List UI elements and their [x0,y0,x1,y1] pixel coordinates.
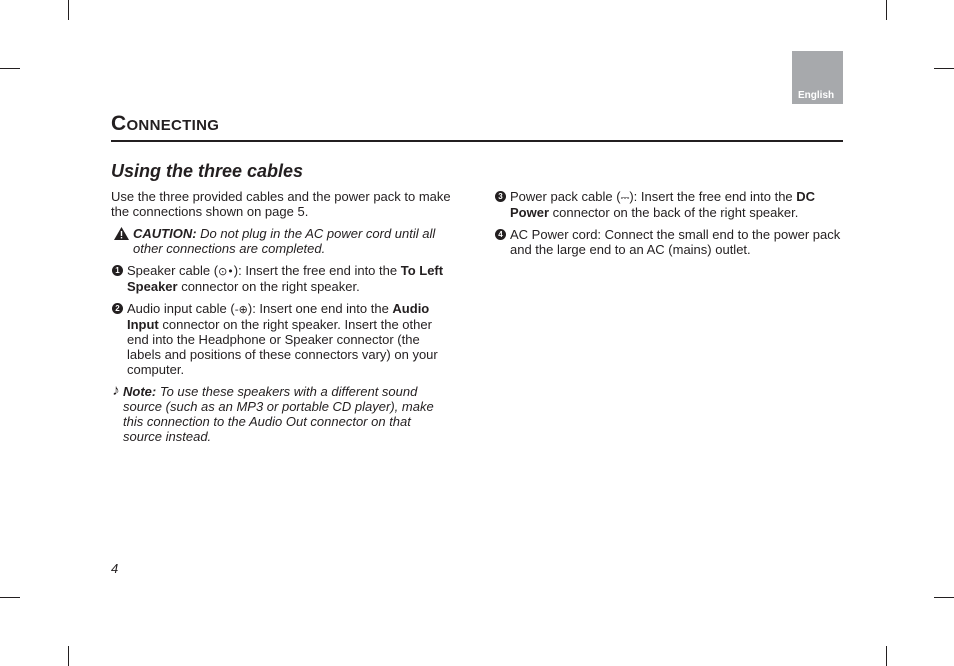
page-number: 4 [111,561,119,576]
music-note-icon: ♪ [112,382,120,399]
caution-text: Do not plug in the AC power cord until all other connections are completed. [133,226,436,256]
dc-power-icon: ⎓ [620,191,630,204]
crop-mark [886,646,887,666]
crop-mark [886,0,887,20]
right-column [494,189,844,264]
list-item: 2 Audio input cable (-⊕): Insert one end into the Audio Input connector on the right speaker. Insert the other end into the Headphone or Speaker connector (the labels and positions of these connectors vary) on your computer. [111,301,451,377]
step-number-2: 2 [112,303,123,314]
subsection-title: Using the three cables [111,161,304,181]
left-column [111,189,451,451]
crop-mark [68,646,69,666]
audio-cable-icon: -⊕ [234,303,248,316]
list-item: 1 Speaker cable (⊙•): Insert the free end into the To Left Speaker connector on the right speaker. [111,263,451,294]
step-number-1: 1 [112,265,123,276]
caution-label: CAUTION: [133,226,197,241]
section-title: Connecting [111,112,220,135]
warning-triangle-icon [114,227,129,240]
crop-mark [934,68,954,69]
step-number-3: 3 [495,191,506,202]
intro-paragraph: Use the three provided cables and the power pack to make the connections shown on page 5. [111,189,451,219]
caution-paragraph [111,226,451,256]
note-label: Note: [123,384,157,399]
step-number-4: 4 [495,229,506,240]
list-item: 3 Power pack cable (⎓): Insert the free end into the DC Power connector on the back of the right speaker. [494,189,844,220]
crop-mark [934,597,954,598]
language-tab [792,51,843,104]
crop-mark [0,68,20,69]
crop-mark [0,597,20,598]
crop-mark [68,0,69,20]
note-text: To use these speakers with a different sound source (such as an MP3 or portable CD player), make this connection to the Audio Out connector on that source instead. [123,384,434,444]
speaker-cable-icon: ⊙• [218,265,234,278]
list-item: 4 AC Power cord: Connect the small end to the power pack and the large end to an AC (mains) outlet. [494,227,844,257]
note-paragraph [111,384,451,444]
language-tab-label: English [798,90,835,101]
title-rule [111,140,843,142]
